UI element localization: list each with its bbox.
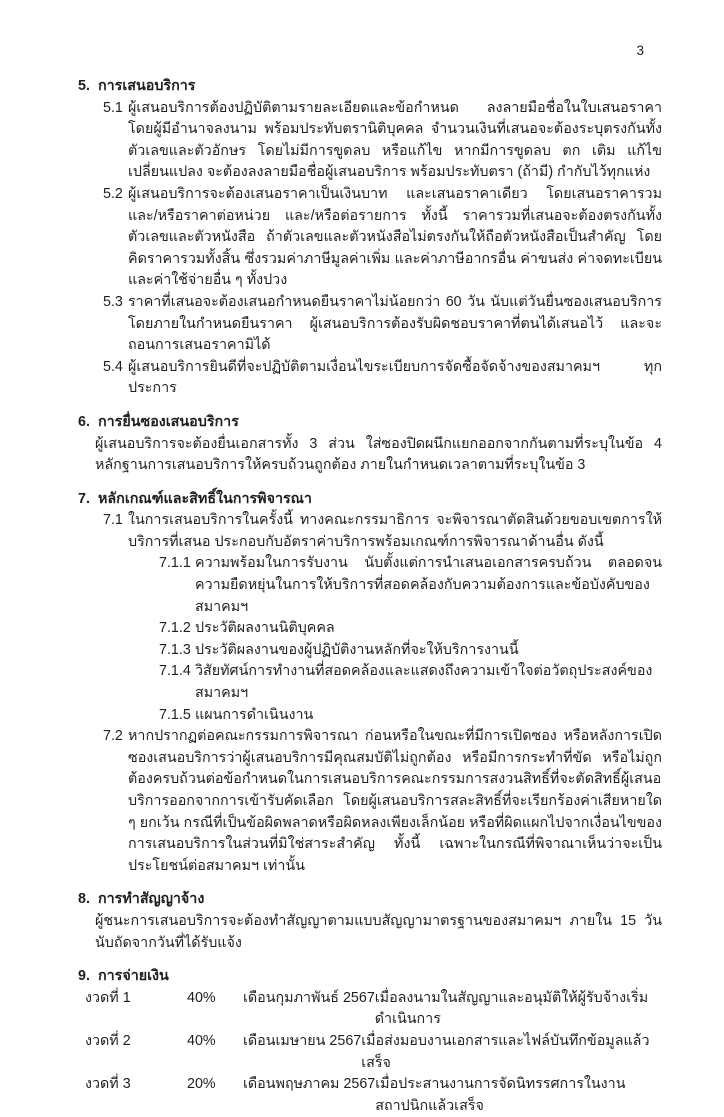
- payment-installment: งวดที่ 1: [85, 989, 131, 1006]
- clause-text: หากปรากฏต่อคณะกรรมการพิจารณา ก่อนหรือในขณะที่มีการเปิดซอง หรือหลังการเปิดซองเสนอบริการว่าผู้เสนอบริการมีคุณสมบัติไม่ถูกต้อง หรือมีการกระทำที่ขัด หรือไม่ถูกต้องครบถ้วนต่อข้อกำหนดในการเสนอบริการคณะกรรมการสงวนสิทธิ์ที่จะตัดสิทธิ์ผู้เสนอบริการออกจากการเข้ารับคัดเลือก โดยผู้เสนอบริการสละสิทธิ์ที่จะเรียกร้องค่าเสียหายใด ๆ ยกเว้น กรณีที่เป็นข้อผิดพลาดหรือผิดหลงเพียงเล็กน้อย หรือที่ผิดแผกไปจากเงื่อนไขของการเสนอบริการในส่วนที่มิใช่สาระสำคัญ ทั้งนี้ เฉพาะในกรณีที่พิจาณาเห็นว่าจะเป็นประโยชน์ต่อสมาคมฯ เท่านั้น: [128, 728, 662, 874]
- section-payment: [78, 966, 662, 1117]
- payment-percent: 20%: [187, 1076, 216, 1093]
- section-service-proposal: [78, 76, 662, 400]
- clause-text: ราคาที่เสนอจะต้องเสนอกำหนดยืนราคาไม่น้อยกว่า 60 วัน นับแต่วันยื่นซองเสนอบริการ โดยภายในกำหนดยืนราคา ผู้เสนอบริการต้องรับผิดชอบราคาที่ตนได้เสนอไว้ และจะถอนการเสนอราคามิได้: [128, 293, 662, 354]
- section-heading: [78, 412, 662, 434]
- payment-row-3: [85, 1074, 662, 1117]
- payment-row-1: [85, 988, 662, 1031]
- clause-number: 5.2: [103, 185, 123, 202]
- clause-text: ในการเสนอบริการในครั้งนี้ ทางคณะกรรมาธิการ จะพิจารณาตัดสินด้วยขอบเขตการให้บริการที่เสนอ ประกอบกับอัตราค่าบริการพร้อมเกณฑ์การพิจารณาด้านอื่น ดังนี้: [128, 512, 662, 550]
- payment-condition: เมื่อประสานงานการจัดนิทรรศการในงานสถาปนิกแล้วเสร็จ: [375, 1076, 626, 1114]
- clause-7-2: [103, 726, 662, 877]
- section-title: การเสนอบริการ: [98, 78, 196, 94]
- subclause-number: 7.1.2: [159, 620, 191, 637]
- clause-5-3: [103, 292, 662, 357]
- clause-5-4: [103, 357, 662, 400]
- payment-percent: 40%: [187, 1032, 216, 1049]
- payment-month: เดือนเมษายน 2567: [243, 1032, 362, 1049]
- section-title: การจ่ายเงิน: [98, 968, 169, 985]
- subclause-number: 7.1.5: [159, 706, 191, 723]
- subclause-7-1-1: [159, 553, 662, 618]
- clause-text: ผู้เสนอบริการยินดีที่จะปฏิบัติตามเงื่อนไขระเบียบการจัดซื้อจัดจ้างของสมาคมฯ ทุกประการ: [128, 358, 662, 397]
- payment-month: เดือนพฤษภาคม 2567: [243, 1076, 376, 1093]
- section-body: ผู้ชนะการเสนอบริการจะต้องทำสัญญาตามแบบสัญญามาตรฐานของสมาคมฯ ภายใน 15 วัน นับถัดจากวันที่ได้รับแจ้ง: [95, 912, 662, 951]
- payment-schedule: [85, 988, 662, 1117]
- section-number: 7.: [78, 490, 90, 507]
- clause-text: ผู้เสนอบริการจะต้องเสนอราคาเป็นเงินบาท และเสนอราคาเดียว โดยเสนอราคารวม และ/หรือราคาต่อหน่วย และ/หรือต่อรายการ ทั้งนี้ ราคารวมที่เสนอจะต้องตรงกันทั้งตัวเลขและตัวหนังสือ ถ้าตัวเลขและตัวหนังสือไม่ตรงกันให้ถือตัวหนังสือเป็นสำคัญ โดยคิดราคารวมทั้งสิ้น ซึ่งรวมค่าภาษีมูลค่าเพิ่ม และค่าภาษีอากรอื่น ค่าขนส่ง ค่าจดทะเบียน และค่าใช้จ่ายอื่น ๆ ทั้งปวง: [128, 185, 662, 289]
- subclause-text: ความพร้อมในการรับงาน นับตั้งแต่การนำเสนอเอกสารครบถ้วน ตลอดจนความยืดหยุ่นในการให้บริการที่สอดคล้องกับความต้องการและข้อบังคับของสมาคมฯ: [195, 555, 662, 615]
- clause-number: 7.1: [103, 512, 123, 529]
- clause-number: 5.1: [103, 99, 123, 116]
- payment-installment: งวดที่ 3: [85, 1076, 131, 1093]
- section-criteria-rights: [78, 489, 662, 878]
- subclause-number: 7.1.4: [159, 663, 191, 680]
- clause-number: 5.4: [103, 358, 123, 375]
- section-number: 5.: [78, 78, 90, 94]
- section-title: หลักเกณฑ์และสิทธิ์ในการพิจารณา: [98, 490, 312, 507]
- subclause-list: [159, 553, 662, 726]
- section-heading: [78, 489, 662, 511]
- clause-content: [128, 510, 662, 726]
- subclause-7-1-2: [159, 618, 662, 640]
- clause-number: 7.2: [103, 728, 123, 745]
- section-number: 6.: [78, 413, 90, 430]
- section-envelope-submission: [78, 412, 662, 477]
- section-number: 8.: [78, 891, 90, 908]
- subclause-7-1-5: [159, 705, 662, 727]
- section-contract-signing: [78, 889, 662, 954]
- subclause-number: 7.1.1: [159, 555, 191, 572]
- subclause-text: ประวัติผลงานนิติบุคคล: [195, 620, 335, 637]
- section-body: ผู้เสนอบริการจะต้องยื่นเอกสารทั้ง 3 ส่วน ใส่ซองปิดผนึกแยกออกจากกันตามที่ระบุในข้อ 4 หลักฐานการเสนอบริการให้ครบถ้วนถูกต้อง ภายในกำหนดเวลาตามที่ระบุในข้อ 3: [95, 435, 662, 474]
- payment-row-2: [85, 1031, 662, 1074]
- subclause-number: 7.1.3: [159, 641, 191, 658]
- section-heading: [78, 966, 662, 988]
- section-number: 9.: [78, 968, 90, 985]
- section-heading: [78, 889, 662, 911]
- subclause-7-1-3: [159, 640, 662, 662]
- subclause-7-1-4: [159, 661, 662, 704]
- subclause-text: ประวัติผลงานของผู้ปฏิบัติงานหลักที่จะให้บริการงานนี้: [195, 641, 519, 658]
- section-title: การยื่นซองเสนอบริการ: [98, 413, 239, 430]
- payment-percent: 40%: [187, 989, 216, 1006]
- clause-text: ผู้เสนอบริการต้องปฏิบัติตามรายละเอียดและข้อกำหนด ลงลายมือชื่อในใบเสนอราคาโดยผู้มีอำนาจลงนาม พร้อมประทับตรานิติบุคคล จำนวนเงินที่เสนอจะต้องระบุตรงกันทั้งตัวเลขและตัวอักษร โดยไม่มีการขูดลบ หรือแก้ไข หากมีการขูดลบ ตก เติม แก้ไข เปลี่ยนแปลง จะต้องลงลายมือชื่อผู้เสนอบริการ พร้อมประทับตรา (ถ้ามี) กำกับไว้ทุกแห่ง: [128, 99, 662, 181]
- subclause-text: แผนการดำเนินงาน: [195, 706, 314, 723]
- clause-5-2: [103, 184, 662, 292]
- clause-number: 5.3: [103, 293, 123, 310]
- subclause-text: วิสัยทัศน์การทำงานที่สอดคล้องและแสดงถึงความเข้าใจต่อวัตถุประสงค์ของสมาคมฯ: [195, 663, 653, 702]
- payment-condition: เมื่อส่งมอบงานเอกสารและไฟล์บันทึกข้อมูลแล้วเสร็จ: [361, 1032, 650, 1071]
- page-number: 3: [636, 43, 644, 58]
- section-title: การทำสัญญาจ้าง: [98, 891, 205, 908]
- payment-installment: งวดที่ 2: [85, 1032, 131, 1049]
- section-heading: [78, 76, 662, 98]
- clause-7-1: [103, 510, 662, 726]
- clause-5-1: [103, 98, 662, 184]
- payment-month: เดือนกุมภาพันธ์ 2567: [243, 989, 375, 1006]
- payment-condition: เมื่อลงนามในสัญญาและอนุมัติให้ผู้รับจ้างเริ่มดำเนินการ: [374, 989, 649, 1028]
